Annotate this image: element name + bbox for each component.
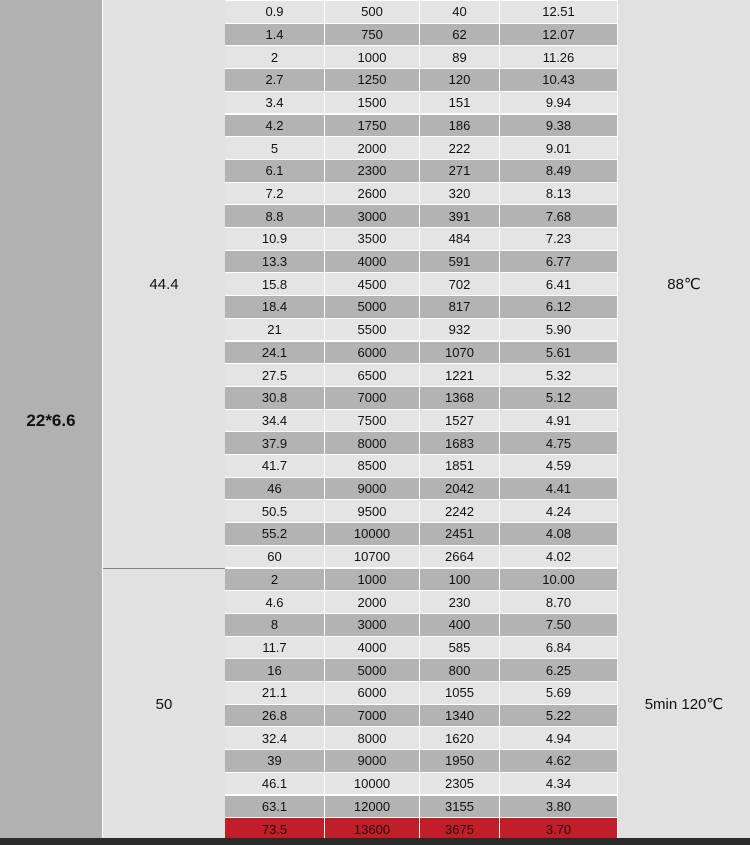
table-cell: 32.4 — [225, 727, 325, 749]
table-cell: 271 — [420, 160, 500, 182]
table-cell: 9.01 — [500, 137, 618, 159]
table-row — [225, 364, 618, 386]
table-cell: 24.1 — [225, 342, 325, 364]
table-cell: 9000 — [325, 478, 420, 500]
table-cell: 3500 — [325, 228, 420, 250]
table-cell: 1527 — [420, 410, 500, 432]
table-cell: 4.2 — [225, 115, 325, 137]
table-cell: 5.12 — [500, 387, 618, 409]
table-row — [225, 523, 618, 545]
table-cell: 9.38 — [500, 115, 618, 137]
table-cell: 6000 — [325, 342, 420, 364]
table-cell: 10.43 — [500, 69, 618, 91]
table-cell: 230 — [420, 591, 500, 613]
table-row — [225, 46, 618, 68]
table-cell: 8.8 — [225, 205, 325, 227]
table-cell: 391 — [420, 205, 500, 227]
table-cell: 0.9 — [225, 1, 325, 23]
table-cell: 2664 — [420, 546, 500, 568]
condition-cell: 88℃ — [618, 0, 750, 569]
table-cell: 1340 — [420, 705, 500, 727]
group-label-cell: 50 — [103, 569, 225, 841]
table-cell: 37.9 — [225, 432, 325, 454]
table-cell: 12.07 — [500, 24, 618, 46]
table-cell: 100 — [420, 569, 500, 591]
table-cell: 34.4 — [225, 410, 325, 432]
table-cell: 6.41 — [500, 273, 618, 295]
table-cell: 2451 — [420, 523, 500, 545]
table-row — [225, 387, 618, 409]
table-cell: 1055 — [420, 682, 500, 704]
table-cell: 1683 — [420, 432, 500, 454]
group-divider — [103, 568, 225, 569]
table-cell: 5.32 — [500, 364, 618, 386]
table-cell: 585 — [420, 637, 500, 659]
condition-cell: 5min 120℃ — [618, 569, 750, 841]
table-cell: 60 — [225, 546, 325, 568]
table-row — [225, 614, 618, 636]
table-cell: 7.23 — [500, 228, 618, 250]
table-row — [225, 637, 618, 659]
table-cell: 7500 — [325, 410, 420, 432]
table-cell: 7000 — [325, 387, 420, 409]
table-row — [225, 296, 618, 318]
table-row — [225, 137, 618, 159]
table-cell: 4.24 — [500, 500, 618, 522]
table-cell: 73.5 — [225, 818, 325, 840]
table-cell: 6.77 — [500, 251, 618, 273]
table-cell: 800 — [420, 659, 500, 681]
table-row — [225, 591, 618, 613]
table-cell: 4.59 — [500, 455, 618, 477]
table-cell: 3000 — [325, 614, 420, 636]
table-cell: 4.91 — [500, 410, 618, 432]
table-row — [225, 115, 618, 137]
table-cell: 46 — [225, 478, 325, 500]
table-cell: 40 — [420, 1, 500, 23]
table-cell: 1000 — [325, 569, 420, 591]
table-cell: 10000 — [325, 523, 420, 545]
table-cell: 10700 — [325, 546, 420, 568]
table-cell: 13.3 — [225, 251, 325, 273]
table-cell: 120 — [420, 69, 500, 91]
table-cell: 7.2 — [225, 183, 325, 205]
table-cell: 55.2 — [225, 523, 325, 545]
table-cell: 11.26 — [500, 46, 618, 68]
table-cell: 5 — [225, 137, 325, 159]
table-cell: 7000 — [325, 705, 420, 727]
table-cell: 1368 — [420, 387, 500, 409]
table-cell: 1221 — [420, 364, 500, 386]
table-cell: 1750 — [325, 115, 420, 137]
table-row — [225, 69, 618, 91]
table-cell: 3000 — [325, 205, 420, 227]
table-cell: 26.8 — [225, 705, 325, 727]
table-cell: 11.7 — [225, 637, 325, 659]
table-cell: 3675 — [420, 818, 500, 840]
table-row — [225, 750, 618, 772]
table-cell: 39 — [225, 750, 325, 772]
table-cell: 8.70 — [500, 591, 618, 613]
table-row-highlighted — [225, 818, 618, 840]
table-cell: 2 — [225, 569, 325, 591]
table-cell: 2 — [225, 46, 325, 68]
table-cell: 13600 — [325, 818, 420, 840]
table-row — [225, 251, 618, 273]
table-cell: 7.50 — [500, 614, 618, 636]
table-cell: 5.90 — [500, 319, 618, 341]
table-cell: 6.12 — [500, 296, 618, 318]
table-cell: 4.34 — [500, 773, 618, 795]
table-row — [225, 773, 618, 795]
table-cell: 591 — [420, 251, 500, 273]
table-cell: 46.1 — [225, 773, 325, 795]
table-cell: 4000 — [325, 637, 420, 659]
table-cell: 7.68 — [500, 205, 618, 227]
table-cell: 6500 — [325, 364, 420, 386]
size-label-cell: 22*6.6 — [0, 0, 103, 842]
table-cell: 18.4 — [225, 296, 325, 318]
table-cell: 50.5 — [225, 500, 325, 522]
table-cell: 5.22 — [500, 705, 618, 727]
table-row — [225, 500, 618, 522]
table-cell: 8.13 — [500, 183, 618, 205]
table-cell: 3155 — [420, 796, 500, 818]
table-row — [225, 569, 618, 591]
table-cell: 4.94 — [500, 727, 618, 749]
table-cell: 62 — [420, 24, 500, 46]
table-cell: 8 — [225, 614, 325, 636]
table-cell: 2300 — [325, 160, 420, 182]
bottom-bar — [0, 838, 750, 845]
table-cell: 12.51 — [500, 1, 618, 23]
table-row — [225, 273, 618, 295]
table-cell: 1950 — [420, 750, 500, 772]
table-cell: 27.5 — [225, 364, 325, 386]
table-cell: 1000 — [325, 46, 420, 68]
table-cell: 63.1 — [225, 796, 325, 818]
table-cell: 21.1 — [225, 682, 325, 704]
table-cell: 4.41 — [500, 478, 618, 500]
table-cell: 4.75 — [500, 432, 618, 454]
table-cell: 932 — [420, 319, 500, 341]
table-row — [225, 342, 618, 364]
table-cell: 484 — [420, 228, 500, 250]
table-cell: 702 — [420, 273, 500, 295]
table-cell: 4.6 — [225, 591, 325, 613]
table-cell: 15.8 — [225, 273, 325, 295]
table-cell: 1851 — [420, 455, 500, 477]
table-row — [225, 410, 618, 432]
table-cell: 151 — [420, 92, 500, 114]
table-cell: 8000 — [325, 432, 420, 454]
table-row — [225, 92, 618, 114]
table-cell: 10000 — [325, 773, 420, 795]
table-cell: 1070 — [420, 342, 500, 364]
table-cell: 4000 — [325, 251, 420, 273]
table-cell: 16 — [225, 659, 325, 681]
table-cell: 5500 — [325, 319, 420, 341]
table-row — [225, 160, 618, 182]
table-cell: 4.08 — [500, 523, 618, 545]
table-cell: 10.9 — [225, 228, 325, 250]
table-cell: 6.25 — [500, 659, 618, 681]
table-cell: 5.69 — [500, 682, 618, 704]
table-cell: 2.7 — [225, 69, 325, 91]
table-cell: 6.84 — [500, 637, 618, 659]
table-cell: 400 — [420, 614, 500, 636]
table-cell: 222 — [420, 137, 500, 159]
table-cell: 9500 — [325, 500, 420, 522]
table-cell: 4500 — [325, 273, 420, 295]
table-row — [225, 205, 618, 227]
table-row — [225, 432, 618, 454]
table-row — [225, 705, 618, 727]
table-row — [225, 1, 618, 23]
table-cell: 3.70 — [500, 818, 618, 840]
table-cell: 1.4 — [225, 24, 325, 46]
table-cell: 320 — [420, 183, 500, 205]
table-cell: 750 — [325, 24, 420, 46]
table-row — [225, 796, 618, 818]
table-cell: 4.62 — [500, 750, 618, 772]
table-cell: 2000 — [325, 591, 420, 613]
table-cell: 2600 — [325, 183, 420, 205]
table-cell: 1500 — [325, 92, 420, 114]
table-cell: 3.4 — [225, 92, 325, 114]
table-cell: 5000 — [325, 296, 420, 318]
table-row — [225, 455, 618, 477]
table-cell: 10.00 — [500, 569, 618, 591]
table-row — [225, 319, 618, 341]
table-cell: 1250 — [325, 69, 420, 91]
table-row — [225, 682, 618, 704]
table-cell: 5.61 — [500, 342, 618, 364]
table-row — [225, 727, 618, 749]
table-cell: 2000 — [325, 137, 420, 159]
table-row — [225, 24, 618, 46]
table-cell: 2305 — [420, 773, 500, 795]
table-cell: 5000 — [325, 659, 420, 681]
table-cell: 2242 — [420, 500, 500, 522]
table-row — [225, 228, 618, 250]
table-cell: 6.1 — [225, 160, 325, 182]
table-cell: 9.94 — [500, 92, 618, 114]
table-cell: 6000 — [325, 682, 420, 704]
table-cell: 4.02 — [500, 546, 618, 568]
table-cell: 186 — [420, 115, 500, 137]
table-cell: 8000 — [325, 727, 420, 749]
table-cell: 12000 — [325, 796, 420, 818]
table-cell: 1620 — [420, 727, 500, 749]
table-cell: 30.8 — [225, 387, 325, 409]
table-row — [225, 183, 618, 205]
table-cell: 817 — [420, 296, 500, 318]
table-row — [225, 546, 618, 568]
table-row — [225, 659, 618, 681]
table-cell: 89 — [420, 46, 500, 68]
table-cell: 2042 — [420, 478, 500, 500]
table-cell: 8.49 — [500, 160, 618, 182]
table-cell: 41.7 — [225, 455, 325, 477]
table-cell: 21 — [225, 319, 325, 341]
table-cell: 3.80 — [500, 796, 618, 818]
table-row — [225, 478, 618, 500]
table-cell: 8500 — [325, 455, 420, 477]
table-cell: 9000 — [325, 750, 420, 772]
table-cell: 500 — [325, 1, 420, 23]
group-label-cell: 44.4 — [103, 0, 225, 569]
